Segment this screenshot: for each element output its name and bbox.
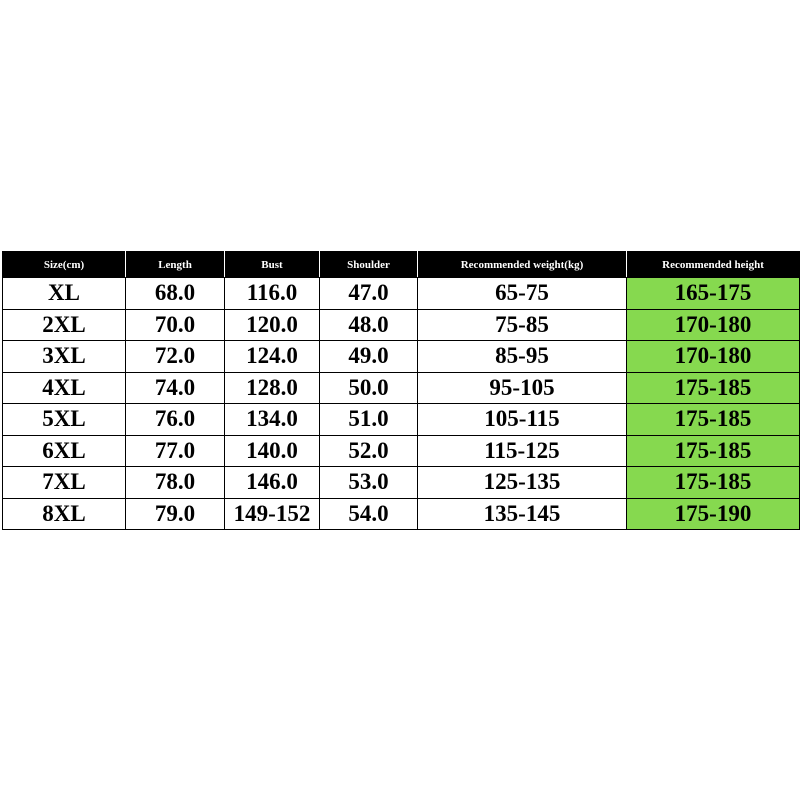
height-cell: 175-190 (627, 498, 800, 530)
shoulder-cell: 48.0 (320, 309, 418, 341)
weight-cell: 65-75 (418, 278, 627, 310)
size-cell: XL (3, 278, 126, 310)
height-cell: 165-175 (627, 278, 800, 310)
height-cell: 175-185 (627, 372, 800, 404)
height-cell: 175-185 (627, 404, 800, 436)
shoulder-cell: 53.0 (320, 467, 418, 499)
table-row (3, 278, 800, 310)
header-shoulder: Shoulder (320, 252, 418, 278)
length-cell: 79.0 (126, 498, 225, 530)
size-cell: 2XL (3, 309, 126, 341)
weight-cell: 125-135 (418, 467, 627, 499)
bust-cell: 134.0 (225, 404, 320, 436)
bust-cell: 124.0 (225, 341, 320, 373)
weight-cell: 95-105 (418, 372, 627, 404)
table-row (3, 309, 800, 341)
shoulder-cell: 50.0 (320, 372, 418, 404)
size-cell: 4XL (3, 372, 126, 404)
height-cell: 175-185 (627, 467, 800, 499)
height-cell: 170-180 (627, 341, 800, 373)
shoulder-cell: 47.0 (320, 278, 418, 310)
length-cell: 74.0 (126, 372, 225, 404)
weight-cell: 85-95 (418, 341, 627, 373)
table-row (3, 498, 800, 530)
table-row (3, 435, 800, 467)
table-row (3, 404, 800, 436)
table-row (3, 372, 800, 404)
bust-cell: 120.0 (225, 309, 320, 341)
table-body (3, 278, 800, 530)
weight-cell: 105-115 (418, 404, 627, 436)
bust-cell: 146.0 (225, 467, 320, 499)
length-cell: 72.0 (126, 341, 225, 373)
size-cell: 3XL (3, 341, 126, 373)
header-recommended-weight: Recommended weight(kg) (418, 252, 627, 278)
length-cell: 77.0 (126, 435, 225, 467)
header-size: Size(cm) (3, 252, 126, 278)
length-cell: 78.0 (126, 467, 225, 499)
bust-cell: 149-152 (225, 498, 320, 530)
size-cell: 7XL (3, 467, 126, 499)
header-row (3, 252, 800, 278)
length-cell: 68.0 (126, 278, 225, 310)
bust-cell: 128.0 (225, 372, 320, 404)
shoulder-cell: 51.0 (320, 404, 418, 436)
header-recommended-height: Recommended height (627, 252, 800, 278)
size-cell: 6XL (3, 435, 126, 467)
size-cell: 8XL (3, 498, 126, 530)
height-cell: 175-185 (627, 435, 800, 467)
table-row (3, 467, 800, 499)
length-cell: 76.0 (126, 404, 225, 436)
length-cell: 70.0 (126, 309, 225, 341)
shoulder-cell: 52.0 (320, 435, 418, 467)
header-bust: Bust (225, 252, 320, 278)
size-chart-table (2, 251, 800, 530)
header-length: Length (126, 252, 225, 278)
bust-cell: 116.0 (225, 278, 320, 310)
size-cell: 5XL (3, 404, 126, 436)
height-cell: 170-180 (627, 309, 800, 341)
weight-cell: 115-125 (418, 435, 627, 467)
shoulder-cell: 49.0 (320, 341, 418, 373)
weight-cell: 75-85 (418, 309, 627, 341)
bust-cell: 140.0 (225, 435, 320, 467)
weight-cell: 135-145 (418, 498, 627, 530)
shoulder-cell: 54.0 (320, 498, 418, 530)
table-row (3, 341, 800, 373)
